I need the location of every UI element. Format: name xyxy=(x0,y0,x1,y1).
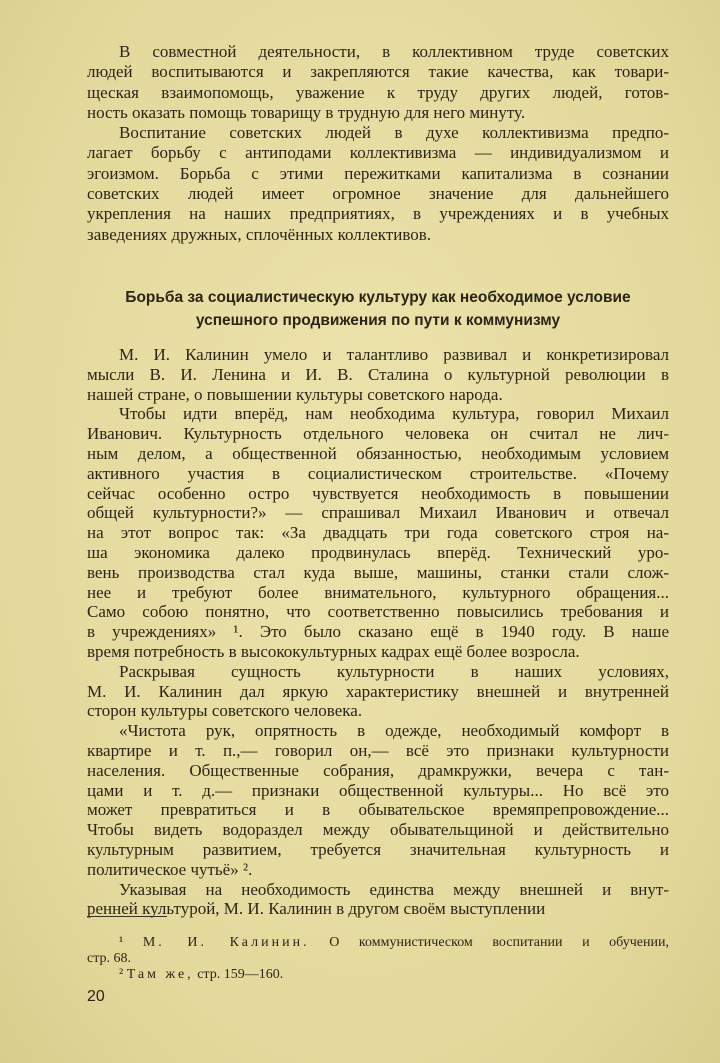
paragraph xyxy=(87,662,669,721)
footnote-2-marker: ² xyxy=(119,967,124,982)
text-line: населения. Общественные собрания, драмкружки, вечера с тан- xyxy=(87,760,669,780)
text-line: М. И. Калинин умело и талантливо развивал и конкретизировал xyxy=(119,345,669,364)
text-line: цами и т. д.— признаки общественной культуры... Но всё это xyxy=(87,780,669,800)
paragraph xyxy=(87,345,669,404)
text-line: Воспитание советских людей в духе коллективизма предпо- xyxy=(119,123,669,143)
text-line: в учреждениях» ¹. Это было сказано ещё в 1940 году. В наше xyxy=(87,622,669,642)
text-line: ренней культурой, М. И. Калинин в другом своём выступлении xyxy=(87,899,546,919)
text-line: Само собою понятно, что соответственно повысились требования и xyxy=(87,602,669,622)
text-line: квартире и т. п.,— говорил он,— всё это признаки культурности xyxy=(87,740,669,760)
text-line: может превратиться и в обывательское времяпрепровождение... xyxy=(87,800,669,820)
text-line: на этот вопрос так: «За двадцать три года советского строя на- xyxy=(87,523,669,543)
text-line: общей культурности?» — спрашивал Михаил Иванович и отвечал xyxy=(87,503,669,523)
paragraph xyxy=(87,123,669,245)
text-line: активного участия в социалистическом строительстве. «Почему xyxy=(87,463,669,483)
text-line: щеская взаимопомощь, уважение к труду других людей, готов- xyxy=(87,82,669,102)
text-line: Чтобы идти вперёд, нам необходима культура, говорил Михаил xyxy=(119,404,669,424)
section-heading xyxy=(87,286,669,332)
text-line: ша экономика далеко продвинулась вперёд. Технический уро- xyxy=(87,542,669,562)
text-line: мысли В. И. Ленина и И. В. Сталина о культурной революции в xyxy=(87,364,669,384)
footnote-2-author: Там же, xyxy=(126,967,194,982)
footnote-1-line xyxy=(87,935,669,951)
section-heading-line-2: успешного продвижения по пути к коммунизму xyxy=(195,312,561,329)
page-number: 20 xyxy=(87,988,105,1005)
text-line: советских людей имеет огромное значение для дальнейшего xyxy=(87,184,669,204)
footnote-divider xyxy=(87,916,167,917)
text-line: сейчас особенно остро чувствуется необходимость в повышении xyxy=(87,483,669,503)
text-line: В совместной деятельности, в коллективном труде советских xyxy=(119,42,669,61)
text-line: нее и требуют более внимательного, культурного обращения... xyxy=(87,582,669,602)
text-line: нашей стране, о повышении культуры советского народа. xyxy=(87,384,503,404)
text-line: ным делом, а общественной обязанностью, необходимым условием xyxy=(87,443,669,463)
text-line: Указывая на необходимость единства между внешней и внут- xyxy=(119,879,669,899)
text-line: ность оказать помощь товарищу в трудную для него минуту. xyxy=(87,102,526,122)
section-body-text xyxy=(87,345,669,919)
text-line: время потребность в высококультурных кадрах ещё более возросла. xyxy=(87,641,580,661)
footnote-1 xyxy=(87,935,669,967)
footnote-1-cont: стр. 68. xyxy=(87,951,132,966)
footnote-2-pages: стр. 159—160. xyxy=(197,967,284,982)
footnote-2-line xyxy=(87,967,669,983)
text-line: культурным развитием, требуется значительная культурность и xyxy=(87,839,669,859)
text-line: Чтобы видеть водораздел между обывательщиной и действительно xyxy=(87,820,669,840)
text-line: лагает борьбу с антиподами коллективизма — индивидуализмом и xyxy=(87,143,669,163)
text-line: политическое чутьё» ². xyxy=(87,859,253,879)
text-line: М. И. Калинин дал яркую характеристику внешней и внутренней xyxy=(87,681,669,701)
section-heading-line-1: Борьба за социалистическую культуру как необходимое условие xyxy=(125,289,631,306)
text-line: заведениях дружных, сплочённых коллективов. xyxy=(87,224,432,244)
footnote-1-marker: ¹ xyxy=(119,935,124,950)
text-line: эгоизмом. Борьба с этими пережитками капитализма в сознании xyxy=(87,163,669,183)
text-line: сторон культуры советского человека. xyxy=(87,701,363,721)
paragraph xyxy=(87,42,669,123)
footnote-1-title: О коммунистическом воспитании и обучении, xyxy=(329,935,669,950)
text-line: «Чистота рук, опрятность в одежде, необходимый комфорт в xyxy=(119,721,669,741)
text-line: укрепления на наших предприятиях, в учреждениях и в учебных xyxy=(87,204,669,224)
text-line: вень производства стал куда выше, машины, станки стали слож- xyxy=(87,562,669,582)
footnote-2 xyxy=(87,967,669,983)
paragraph xyxy=(87,721,669,879)
text-line: людей воспитываются и закрепляются такие качества, как товари- xyxy=(87,62,669,82)
paragraph xyxy=(87,404,669,661)
footnote-1-author: М. И. Калинин. xyxy=(142,935,310,950)
text-line: Иванович. Культурность отдельного человека он считал не лич- xyxy=(87,424,669,444)
intro-text xyxy=(87,42,669,245)
text-line: Раскрывая сущность культурности в наших условиях, xyxy=(119,661,669,681)
paragraph xyxy=(87,880,669,920)
